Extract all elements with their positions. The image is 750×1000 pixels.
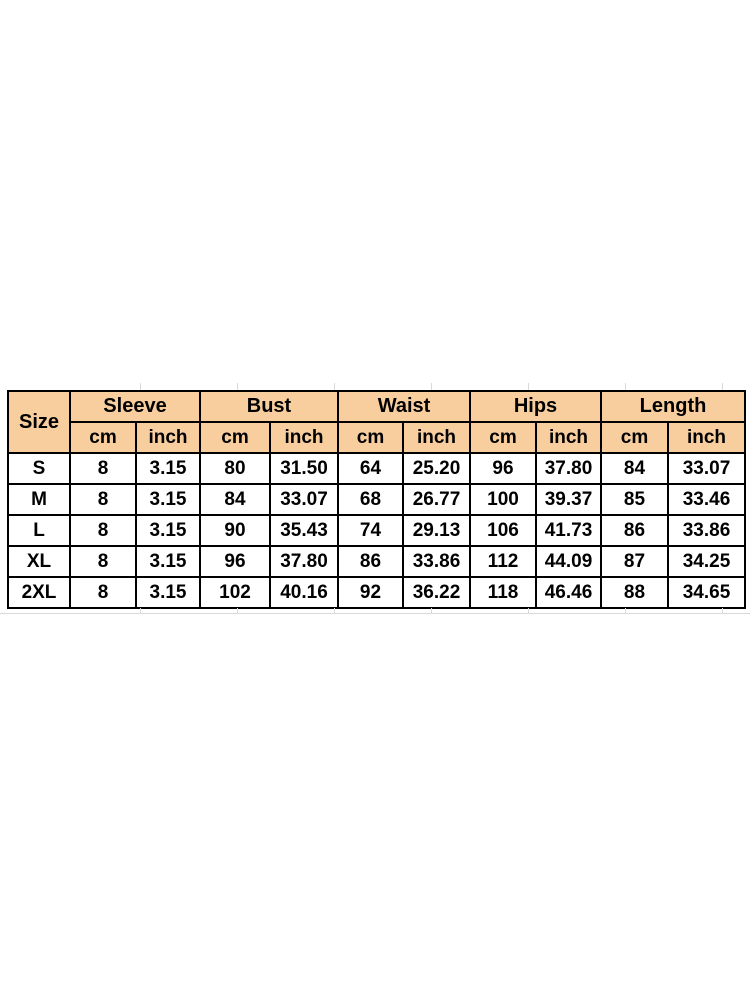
measurement-cell: 37.80 (270, 546, 338, 577)
measurement-cell: 96 (200, 546, 270, 577)
gridline-artifact (625, 608, 626, 613)
unit-header-hips-inch: inch (536, 422, 601, 453)
unit-header-bust-cm: cm (200, 422, 270, 453)
measurement-cell: 41.73 (536, 515, 601, 546)
size-row-label: M (8, 484, 70, 515)
gridline-artifact (140, 608, 141, 613)
unit-header-hips-cm: cm (470, 422, 536, 453)
gridline-artifact (722, 383, 723, 390)
measurement-cell: 3.15 (136, 484, 200, 515)
measurement-cell: 85 (601, 484, 668, 515)
unit-header-waist-cm: cm (338, 422, 403, 453)
measurement-cell: 84 (200, 484, 270, 515)
measurement-cell: 86 (601, 515, 668, 546)
unit-header-length-cm: cm (601, 422, 668, 453)
gridline-artifact (0, 613, 750, 614)
gridline-artifact (237, 383, 238, 390)
unit-header-row (8, 422, 745, 453)
measurement-cell: 8 (70, 515, 136, 546)
gridline-artifact (140, 383, 141, 390)
size-row-label: L (8, 515, 70, 546)
size-column-header: Size (8, 391, 70, 453)
measurement-cell: 34.65 (668, 577, 745, 608)
group-header-sleeve: Sleeve (70, 391, 200, 422)
gridline-artifact (431, 608, 432, 613)
table-row-s (8, 453, 745, 484)
measurement-cell: 88 (601, 577, 668, 608)
measurement-cell: 74 (338, 515, 403, 546)
measurement-cell: 68 (338, 484, 403, 515)
gridline-artifact (528, 383, 529, 390)
table-row-m (8, 484, 745, 515)
measurement-cell: 44.09 (536, 546, 601, 577)
measurement-cell: 8 (70, 546, 136, 577)
measurement-cell: 102 (200, 577, 270, 608)
measurement-cell: 31.50 (270, 453, 338, 484)
measurement-cell: 64 (338, 453, 403, 484)
measurement-cell: 100 (470, 484, 536, 515)
gridline-artifact (528, 608, 529, 613)
measurement-cell: 25.20 (403, 453, 470, 484)
measurement-cell: 46.46 (536, 577, 601, 608)
gridline-artifact (625, 383, 626, 390)
group-header-hips: Hips (470, 391, 601, 422)
measurement-cell: 87 (601, 546, 668, 577)
measurement-cell: 90 (200, 515, 270, 546)
size-chart-table (7, 390, 746, 609)
measurement-cell: 8 (70, 453, 136, 484)
group-header-length: Length (601, 391, 745, 422)
measurement-cell: 3.15 (136, 453, 200, 484)
measurement-cell: 34.25 (668, 546, 745, 577)
measurement-cell: 26.77 (403, 484, 470, 515)
measurement-cell: 84 (601, 453, 668, 484)
size-row-label: S (8, 453, 70, 484)
measurement-cell: 33.86 (403, 546, 470, 577)
measurement-cell: 8 (70, 484, 136, 515)
unit-header-sleeve-cm: cm (70, 422, 136, 453)
measurement-cell: 3.15 (136, 515, 200, 546)
measurement-cell: 112 (470, 546, 536, 577)
gridline-artifact (334, 383, 335, 390)
measurement-cell: 39.37 (536, 484, 601, 515)
size-row-label: XL (8, 546, 70, 577)
measurement-cell: 8 (70, 577, 136, 608)
measurement-cell: 36.22 (403, 577, 470, 608)
measurement-cell: 33.46 (668, 484, 745, 515)
measurement-cell: 86 (338, 546, 403, 577)
measurement-cell: 29.13 (403, 515, 470, 546)
unit-header-sleeve-inch: inch (136, 422, 200, 453)
table-row-xl (8, 546, 745, 577)
measurement-cell: 92 (338, 577, 403, 608)
measurement-cell: 40.16 (270, 577, 338, 608)
group-header-row (8, 391, 745, 422)
unit-header-bust-inch: inch (270, 422, 338, 453)
gridline-artifact (237, 608, 238, 613)
measurement-cell: 35.43 (270, 515, 338, 546)
gridline-artifact (334, 608, 335, 613)
size-row-label: 2XL (8, 577, 70, 608)
gridline-artifact (722, 608, 723, 613)
measurement-cell: 3.15 (136, 577, 200, 608)
measurement-cell: 80 (200, 453, 270, 484)
measurement-cell: 33.86 (668, 515, 745, 546)
unit-header-length-inch: inch (668, 422, 745, 453)
measurement-cell: 118 (470, 577, 536, 608)
gridline-artifact (431, 383, 432, 390)
measurement-cell: 33.07 (668, 453, 745, 484)
unit-header-waist-inch: inch (403, 422, 470, 453)
measurement-cell: 33.07 (270, 484, 338, 515)
group-header-bust: Bust (200, 391, 338, 422)
measurement-cell: 96 (470, 453, 536, 484)
table-row-2xl (8, 577, 745, 608)
measurement-cell: 37.80 (536, 453, 601, 484)
table-row-l (8, 515, 745, 546)
group-header-waist: Waist (338, 391, 470, 422)
measurement-cell: 106 (470, 515, 536, 546)
measurement-cell: 3.15 (136, 546, 200, 577)
